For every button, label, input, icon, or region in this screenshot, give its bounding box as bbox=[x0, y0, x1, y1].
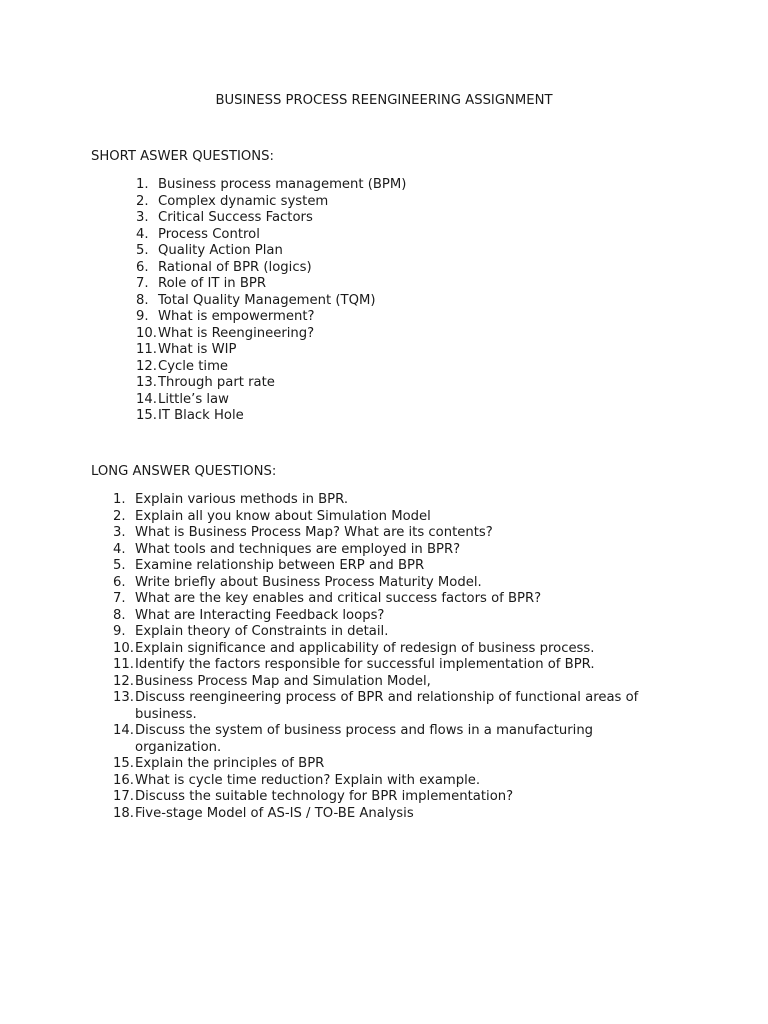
item-number: 14. bbox=[113, 723, 134, 738]
item-text: Total Quality Management (TQM) bbox=[158, 292, 376, 308]
item-text: What tools and techniques are employed in BPR? bbox=[135, 541, 461, 557]
item-text: Discuss the suitable technology for BPR implementation? bbox=[135, 789, 514, 804]
list-item bbox=[136, 326, 406, 343]
item-text: Quality Action Plan bbox=[158, 243, 283, 258]
list-item bbox=[113, 806, 675, 823]
item-number: 18. bbox=[113, 805, 134, 821]
item-text: Through part rate bbox=[158, 375, 275, 390]
short-questions-heading: SHORT ASWER QUESTIONS: bbox=[91, 149, 274, 164]
item-number: 6. bbox=[136, 259, 149, 275]
item-number: 16. bbox=[113, 772, 134, 788]
item-text: What are the key enables and critical success factors of BPR? bbox=[135, 591, 542, 606]
list-item bbox=[136, 227, 406, 244]
list-item bbox=[113, 773, 675, 790]
list-item bbox=[113, 641, 675, 658]
item-text: What is Reengineering? bbox=[158, 325, 315, 341]
item-number: 5. bbox=[136, 243, 149, 258]
list-item bbox=[136, 243, 406, 260]
item-text: What are Interacting Feedback loops? bbox=[135, 607, 385, 623]
list-item bbox=[136, 293, 406, 310]
long-questions-heading: LONG ANSWER QUESTIONS: bbox=[91, 464, 277, 479]
item-text: What is Business Process Map? What are its contents? bbox=[135, 525, 493, 540]
list-item bbox=[113, 756, 675, 773]
item-number: 8. bbox=[113, 607, 126, 623]
item-number: 7. bbox=[113, 591, 126, 606]
item-text: Cycle time bbox=[158, 358, 229, 374]
long-questions-list bbox=[113, 492, 675, 822]
list-item bbox=[113, 492, 675, 509]
list-item bbox=[113, 575, 675, 592]
list-item bbox=[136, 408, 406, 425]
short-questions-list bbox=[136, 177, 406, 425]
item-text: Discuss reengineering process of BPR and relationship of functional areas of business. bbox=[135, 690, 639, 722]
list-item bbox=[136, 309, 406, 326]
list-item bbox=[113, 542, 675, 559]
list-item bbox=[136, 260, 406, 277]
document-title: BUSINESS PROCESS REENGINEERING ASSIGNMENT bbox=[215, 93, 553, 108]
item-text: Identify the factors responsible for successful implementation of BPR. bbox=[135, 657, 595, 672]
item-text: Explain all you know about Simulation Model bbox=[135, 508, 431, 524]
list-item bbox=[136, 342, 406, 359]
list-item bbox=[113, 558, 675, 575]
item-number: 10. bbox=[136, 325, 157, 341]
item-number: 2. bbox=[113, 508, 126, 524]
list-item bbox=[113, 509, 675, 526]
item-text: What is WIP bbox=[158, 342, 237, 357]
item-number: 12. bbox=[113, 673, 134, 689]
list-item bbox=[113, 789, 675, 806]
item-text: Little’s law bbox=[158, 391, 229, 407]
item-number: 8. bbox=[136, 292, 149, 308]
item-number: 9. bbox=[113, 624, 126, 639]
item-text: Explain various methods in BPR. bbox=[135, 492, 349, 507]
list-item bbox=[113, 525, 675, 542]
item-number: 12. bbox=[136, 358, 157, 374]
item-text: Role of IT in BPR bbox=[158, 276, 267, 291]
item-number: 1. bbox=[136, 177, 149, 192]
item-number: 17. bbox=[113, 789, 134, 804]
item-number: 5. bbox=[113, 558, 126, 573]
list-item bbox=[136, 194, 406, 211]
item-text: Critical Success Factors bbox=[158, 210, 313, 225]
list-item bbox=[136, 392, 406, 409]
item-number: 1. bbox=[113, 492, 126, 507]
item-number: 7. bbox=[136, 276, 149, 291]
list-item bbox=[136, 375, 406, 392]
item-number: 4. bbox=[136, 226, 149, 242]
item-number: 14. bbox=[136, 391, 157, 407]
list-item bbox=[113, 690, 675, 723]
item-text: Examine relationship between ERP and BPR bbox=[135, 558, 425, 573]
item-number: 11. bbox=[136, 342, 157, 357]
item-text: Write briefly about Business Process Maturity Model. bbox=[135, 574, 482, 590]
item-number: 9. bbox=[136, 309, 149, 324]
item-text: Process Control bbox=[158, 226, 260, 242]
item-number: 15. bbox=[113, 756, 134, 771]
item-number: 3. bbox=[136, 210, 149, 225]
list-item bbox=[113, 674, 675, 691]
item-number: 4. bbox=[113, 541, 126, 557]
list-item bbox=[113, 723, 675, 756]
item-text: Discuss the system of business process and flows in a manufacturing organization. bbox=[135, 723, 594, 755]
item-text: Rational of BPR (logics) bbox=[158, 259, 312, 275]
item-text: Complex dynamic system bbox=[158, 193, 329, 209]
list-item bbox=[136, 210, 406, 227]
item-text: Explain significance and applicability of redesign of business process. bbox=[135, 640, 595, 656]
item-number: 11. bbox=[113, 657, 134, 672]
item-number: 6. bbox=[113, 574, 126, 590]
item-text: Explain theory of Constraints in detail. bbox=[135, 624, 389, 639]
item-text: Business Process Map and Simulation Model, bbox=[135, 673, 431, 689]
list-item bbox=[113, 657, 675, 674]
item-number: 10. bbox=[113, 640, 134, 656]
item-text: Explain the principles of BPR bbox=[135, 756, 325, 771]
list-item bbox=[113, 591, 675, 608]
list-item bbox=[136, 276, 406, 293]
item-text: IT Black Hole bbox=[158, 408, 244, 423]
list-item bbox=[113, 624, 675, 641]
item-number: 13. bbox=[113, 690, 134, 705]
item-text: What is cycle time reduction? Explain with example. bbox=[135, 772, 481, 788]
item-text: What is empowerment? bbox=[158, 309, 315, 324]
item-number: 13. bbox=[136, 375, 157, 390]
list-item bbox=[136, 177, 406, 194]
item-text: Business process management (BPM) bbox=[158, 177, 407, 192]
list-item bbox=[136, 359, 406, 376]
item-text: Five-stage Model of AS-IS / TO-BE Analysis bbox=[135, 805, 414, 821]
item-number: 3. bbox=[113, 525, 126, 540]
item-number: 15. bbox=[136, 408, 157, 423]
list-item bbox=[113, 608, 675, 625]
item-number: 2. bbox=[136, 193, 149, 209]
